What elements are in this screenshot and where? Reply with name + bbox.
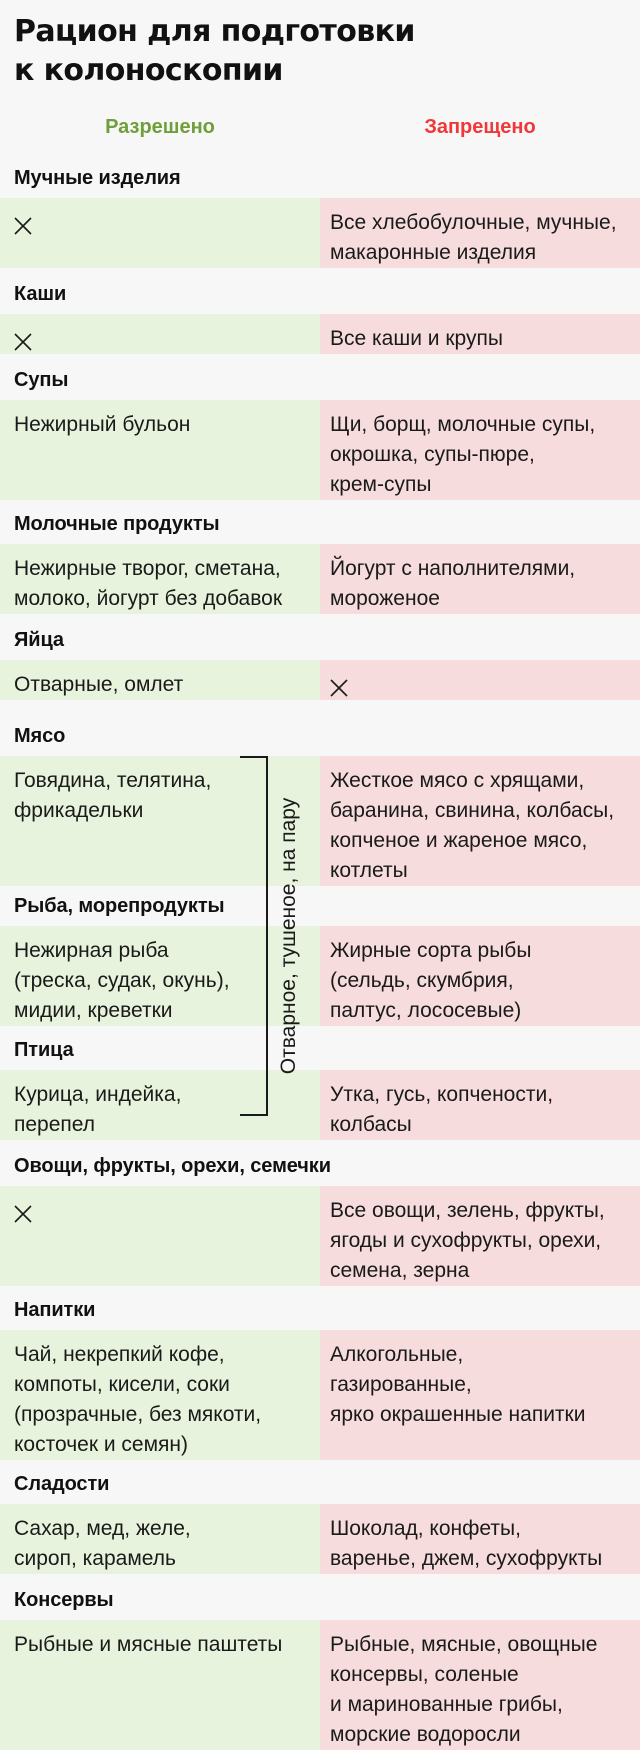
cell-line: и маринованные грибы, (330, 1693, 563, 1716)
title-line: к колоноскопии (14, 53, 283, 88)
allowed-cell (0, 314, 320, 354)
allowed-cell (0, 926, 320, 1026)
forbidden-cell (320, 198, 640, 268)
forbidden-cell (320, 1330, 640, 1460)
cell-line: Нежирная рыба (14, 939, 169, 962)
allowed-cell (0, 1330, 320, 1460)
cell-line: Чай, некрепкий кофе, (14, 1343, 225, 1366)
cooking-note: Отварное, тушеное, на пару (277, 797, 300, 1075)
table-row (0, 1580, 640, 1750)
cell-line: мидии, креветки (14, 999, 173, 1022)
cell-line: Все каши и крупы (330, 327, 503, 350)
cell-line: копченое и жареное мясо, (330, 829, 588, 852)
category-label: Яйца (14, 629, 64, 651)
category-label: Консервы (14, 1589, 114, 1611)
cross-icon (14, 1205, 32, 1223)
page-title (14, 12, 626, 90)
cell-line: котлеты (330, 859, 408, 882)
cell-line: Нежирные творог, сметана, (14, 557, 281, 580)
forbidden-cell (320, 926, 640, 1026)
table-row (0, 274, 640, 354)
cooking-bracket (240, 756, 268, 1116)
forbidden-cell (320, 660, 640, 700)
category-label: Сладости (14, 1473, 110, 1495)
forbidden-column-header: Запрещено (424, 116, 536, 138)
cell-line: Все овощи, зелень, фрукты, (330, 1199, 605, 1222)
cell-line: Говядина, телятина, (14, 769, 212, 792)
table-row (0, 1146, 640, 1286)
category-label: Птица (14, 1039, 74, 1061)
cell-line: компоты, кисели, соки (14, 1373, 230, 1396)
cross-icon (14, 217, 32, 235)
table-row (0, 620, 640, 700)
category-label: Супы (14, 369, 69, 391)
cross-icon (330, 679, 348, 697)
allowed-cell (0, 400, 320, 500)
category-label: Рыба, морепродукты (14, 895, 225, 917)
cell-line: газированные, (330, 1373, 472, 1396)
cell-line: сироп, карамель (14, 1547, 176, 1570)
allowed-cell (0, 1070, 320, 1140)
forbidden-cell (320, 314, 640, 354)
cell-line: колбасы (330, 1113, 412, 1136)
allowed-cell (0, 756, 320, 886)
cell-line: ярко окрашенные напитки (330, 1403, 586, 1426)
table-row (0, 1464, 640, 1574)
cell-line: Все хлебобулочные, мучные, (330, 211, 617, 234)
cell-line: баранина, свинина, колбасы, (330, 799, 615, 822)
table-row (0, 1030, 640, 1140)
cell-line: Отварные, омлет (14, 673, 184, 696)
cooking-note-wrap (274, 756, 304, 1116)
cell-line: Курица, индейка, (14, 1083, 182, 1106)
table-row (0, 158, 640, 268)
allowed-cell (0, 1620, 320, 1750)
cell-line: макаронные изделия (330, 241, 537, 264)
allowed-cell (0, 544, 320, 614)
category-label: Мясо (14, 725, 66, 747)
category-label: Молочные продукты (14, 513, 220, 535)
cell-line: палтус, лососевые) (330, 999, 522, 1022)
cell-line: перепел (14, 1113, 96, 1136)
cell-line: мороженое (330, 587, 440, 610)
category-label: Овощи, фрукты, орехи, семечки (14, 1155, 331, 1177)
cell-line: ягоды и сухофрукты, орехи, (330, 1229, 602, 1252)
cell-line: Нежирный бульон (14, 413, 191, 436)
cross-icon (14, 333, 32, 351)
cell-line: морские водоросли (330, 1723, 521, 1746)
cell-line: Сахар, мед, желе, (14, 1517, 191, 1540)
forbidden-cell (320, 1186, 640, 1286)
cell-line: варенье, джем, сухофрукты (330, 1547, 603, 1570)
cell-line: консервы, соленые (330, 1663, 519, 1686)
category-label: Каши (14, 283, 67, 305)
cell-line: Рыбные, мясные, овощные (330, 1633, 598, 1656)
allowed-cell (0, 1504, 320, 1574)
cell-line: (сельдь, скумбрия, (330, 969, 514, 992)
table-row (0, 360, 640, 500)
allowed-cell (0, 1186, 320, 1286)
cell-line: Рыбные и мясные паштеты (14, 1633, 283, 1656)
cell-line: Жирные сорта рыбы (330, 939, 532, 962)
cell-line: косточек и семян) (14, 1433, 188, 1456)
title-line: Рацион для подготовки (14, 14, 415, 49)
category-label: Мучные изделия (14, 167, 181, 189)
forbidden-cell (320, 544, 640, 614)
forbidden-cell (320, 1504, 640, 1574)
cell-line: молоко, йогурт без добавок (14, 587, 283, 610)
cell-line: (треска, судак, окунь), (14, 969, 230, 992)
table-row (0, 716, 640, 886)
cell-line: окрошка, супы-пюре, (330, 443, 535, 466)
table-row (0, 1290, 640, 1460)
forbidden-cell (320, 756, 640, 886)
cell-line: семена, зерна (330, 1259, 470, 1282)
cell-line: крем-супы (330, 473, 432, 496)
cell-line: Шоколад, конфеты, (330, 1517, 521, 1540)
forbidden-cell (320, 1620, 640, 1750)
cell-line: (прозрачные, без мякоти, (14, 1403, 262, 1426)
table-row (0, 504, 640, 614)
forbidden-cell (320, 1070, 640, 1140)
cell-line: фрикадельки (14, 799, 144, 822)
allowed-cell (0, 198, 320, 268)
forbidden-cell (320, 400, 640, 500)
allowed-column-header: Разрешено (105, 116, 215, 138)
cell-line: Щи, борщ, молочные супы, (330, 413, 596, 436)
cell-line: Жесткое мясо с хрящами, (330, 769, 585, 792)
allowed-cell (0, 660, 320, 700)
cell-line: Алкогольные, (330, 1343, 464, 1366)
table-row (0, 886, 640, 1026)
cell-line: Йогурт с наполнителями, (330, 557, 576, 580)
cell-line: Утка, гусь, копчености, (330, 1083, 554, 1106)
category-label: Напитки (14, 1299, 96, 1321)
